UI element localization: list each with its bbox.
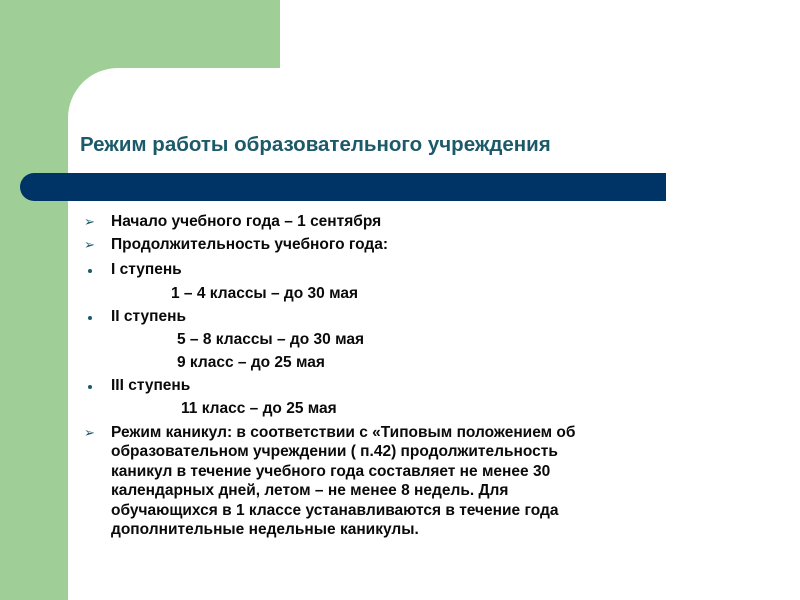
holidays-line-5: обучающихся в 1 классе устанавливаются в течение года <box>111 502 559 519</box>
holidays-line-1: Режим каникул: в соответствии с «Типовым положением об <box>111 424 576 441</box>
duration-item: Продолжительность учебного года: <box>111 236 389 253</box>
arrow-bullet-icon: ➢ <box>84 214 95 229</box>
stage2-detail-b: 9 класс – до 25 мая <box>177 354 325 371</box>
stage3-item: III ступень <box>111 377 191 394</box>
holidays-line-3: каникул в течение учебного года составляет не менее 30 <box>111 463 551 480</box>
stage1-detail: 1 – 4 классы – до 30 мая <box>171 285 358 302</box>
stage2-detail-a: 5 – 8 классы – до 30 мая <box>177 331 364 348</box>
dot-bullet-icon <box>88 385 92 389</box>
holidays-line-6: дополнительные недельные каникулы. <box>111 521 419 538</box>
holidays-line-4: календарных дней, летом – не менее 8 недель. Для <box>111 482 509 499</box>
stage3-detail: 11 класс – до 25 мая <box>181 400 337 417</box>
dot-bullet-icon <box>88 316 92 320</box>
dot-bullet-icon <box>88 269 92 273</box>
slide-title: Режим работы образовательного учреждения <box>80 133 551 156</box>
stage1-item: I ступень <box>111 261 182 278</box>
stage2-item: II ступень <box>111 308 187 325</box>
arrow-bullet-icon: ➢ <box>84 237 95 252</box>
arrow-bullet-icon: ➢ <box>84 425 95 440</box>
holidays-line-2: образовательном учреждении ( п.42) продолжительность <box>111 443 558 460</box>
start-date-item: Начало учебного года – 1 сентября <box>111 213 382 230</box>
